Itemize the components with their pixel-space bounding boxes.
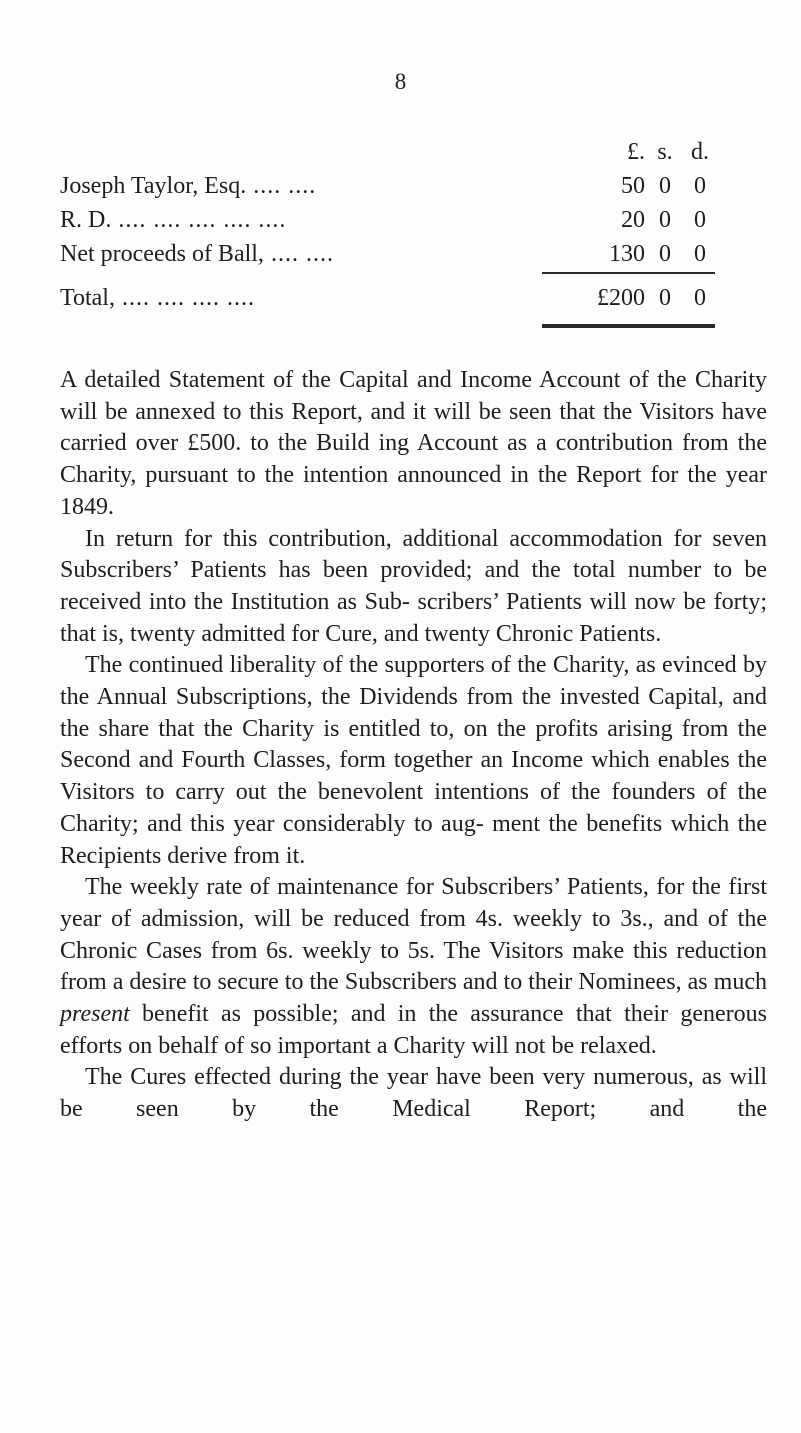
emphasized-word: present	[60, 1001, 130, 1028]
ledger-total-row	[60, 281, 706, 315]
paragraph: The Cures effected during the year have been very numerous, as will be seen by the Medical Report; and the	[60, 1064, 767, 1123]
paragraph: A detailed Statement of the Capital and Income Account of the Charity will be annexed to this Report, and it will be seen that the Visitors have carried over £500. to the Build ing Account as a contribution from the Charity, pursuant to the intention announced in the Report for the year 1849.	[60, 367, 767, 520]
pounds-column-header: £.	[627, 139, 645, 165]
subscription-ledger	[60, 135, 709, 315]
ledger-row-pence: 0	[694, 207, 706, 233]
ledger-row-pounds: 50	[621, 173, 645, 199]
ledger-row-name: R. D.	[60, 207, 112, 233]
leader-dots: .... ....	[263, 241, 334, 267]
ledger-row-label	[60, 237, 535, 271]
ledger-row	[60, 169, 706, 203]
ledger-row-shillings: 0	[659, 241, 671, 267]
ledger-total-pounds: £200	[597, 285, 645, 311]
ledger-row-pence: 0	[694, 173, 706, 199]
ledger-total-pence: 0	[694, 285, 706, 311]
page-number: 8	[394, 69, 407, 94]
paragraph: In return for this contribution, additional accommodation for seven Subscribers’ Patients has been provided; and the total number to be received into the Institution as Sub- scribers’ Patients will now be forty; that is, twenty admitted for Cure, and twenty Chronic Patients.	[60, 525, 767, 647]
leader-dots: .... .... .... .... ....	[111, 207, 287, 233]
ledger-row	[60, 237, 706, 271]
leader-dots: .... .... .... ....	[114, 285, 255, 311]
leader-dots: .... ....	[246, 173, 317, 199]
paragraph-text: The weekly rate of maintenance for Subscribers’ Patients, for the first year of admission, will be reduced from 4s. weekly to 3s., and of the Chronic Cases from 6s. weekly to 5s. The Visitors make this reduction from a desire to secure to the Subscribers and to their Nominees, as much	[60, 874, 767, 996]
pence-column-header: d.	[691, 139, 709, 165]
ledger-row-label	[60, 169, 535, 203]
paragraph: The continued liberality of the supporters of the Charity, as evinced by the Annual Subscriptions, the Dividends from the invested Capital, and the share that the Charity is entitled to, on the profits arising from the Second and Fourth Classes, form together an Income which enables the Visitors to carry out the benevolent intentions of the founders of the Charity; and this year considerably to aug- ment the benefits which the Recipients derive from it.	[60, 652, 767, 869]
ledger-row-shillings: 0	[659, 173, 671, 199]
paragraph	[60, 872, 767, 1062]
ledger-row-name: Net proceeds of Ball,	[60, 241, 264, 267]
sum-rule	[542, 272, 715, 274]
ledger-row-name: Joseph Taylor, Esq.	[60, 173, 247, 199]
ledger-row-label	[60, 203, 535, 237]
ledger-row	[60, 203, 706, 237]
ledger-row-pounds: 130	[609, 241, 645, 267]
ledger-row-pence: 0	[694, 241, 706, 267]
ledger-row-shillings: 0	[659, 207, 671, 233]
report-body	[60, 365, 767, 1126]
shillings-column-header: s.	[657, 139, 673, 165]
ledger-total-shillings: 0	[659, 285, 671, 311]
total-double-rule	[542, 324, 715, 328]
ledger-total-name: Total,	[60, 285, 115, 311]
ledger-header-row	[60, 135, 709, 169]
paragraph-text: benefit as possible; and in the assurance that their generous efforts on behalf of so important a Charity will not be relaxed.	[60, 1001, 767, 1059]
ledger-total-label	[60, 281, 535, 315]
ledger-row-pounds: 20	[621, 207, 645, 233]
